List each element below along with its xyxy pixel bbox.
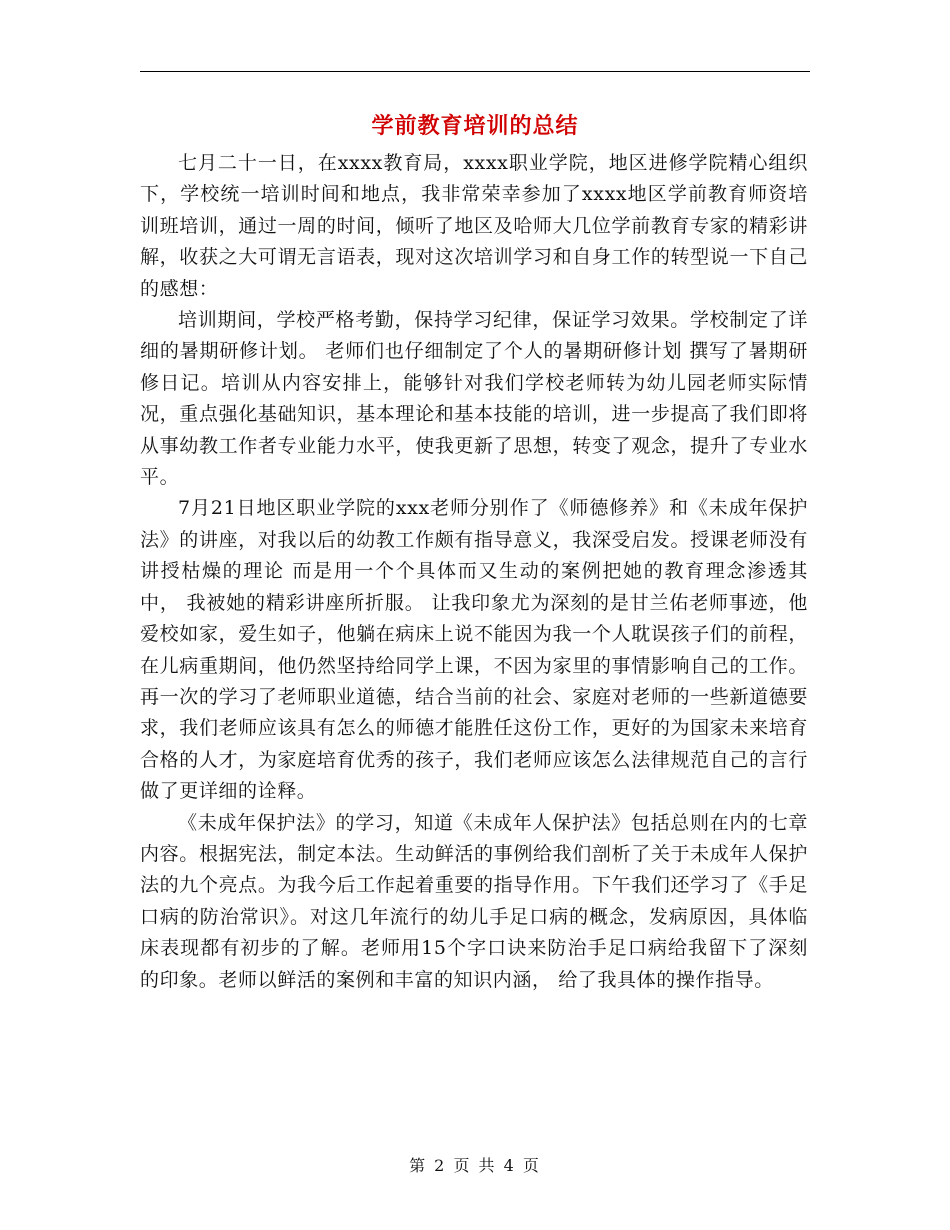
paragraph-4: 《未成年保护法》的学习，知道《未成年人保护法》包括总则在内的七章内容。根据宪法，制定本法。生动鲜活的事例给我们剖析了关于未成年人保护法的九个亮点。为我今后工作起着重要的指导作用。下午我们还学习了《手足口病的防治常识》。对这几年流行的幼儿手足口病的概念，发病原因，具体临床表现都有初步的了解。老师用15个字口诀来防治手足口病给我留下了深刻的印象。老师以鲜活的案例和丰富的知识内涵， 给了我具体的操作指导。	[140, 811, 808, 991]
document-title: 学前教育培训的总结	[371, 113, 579, 139]
paragraph-1: 七月二十一日，在xxxx教育局，xxxx职业学院，地区进修学院精心组织下，学校统一培训时间和地点，我非常荣幸参加了xxxx地区学前教育师资培训班培训，通过一周的时间，倾听了地区及哈师大几位学前教育专家的精彩讲解，收获之大可谓无言语表，现对这次培训学习和自身工作的转型说一下自己的感想：	[140, 152, 808, 300]
document-body	[140, 148, 808, 996]
paragraph-2: 培训期间，学校严格考勤，保持学习纪律，保证学习效果。学校制定了详细的暑期研修计划。 老师们也仔细制定了个人的暑期研修计划 撰写了暑期研修日记。培训从内容安排上，能够针对我们学校老师转为幼儿园老师实际情况，重点强化基础知识，基本理论和基本技能的培训，进一步提高了我们即将从事幼教工作者专业能力水平，使我更新了思想，转变了观念，提升了专业水平。	[140, 309, 808, 489]
page-footer: 第 2 页 共 4 页	[409, 1156, 541, 1175]
header-rule	[140, 71, 810, 72]
paragraph-3: 7月21日地区职业学院的xxx老师分别作了《师德修养》和《未成年保护法》的讲座，对我以后的幼教工作颇有指导意义，我深受启发。授课老师没有讲授枯燥的理论 而是用一个个具体而又生动的案例把她的教育理念渗透其中， 我被她的精彩讲座所折服。 让我印象尤为深刻的是甘兰佑老师事迹，他爱校如家，爱生如子，他躺在病床上说不能因为我一个人耽误孩子们的前程，在儿病重期间，他仍然坚持给同学上课，不因为家里的事情影响自己的工作。再一次的学习了老师职业道德，结合当前的社会、家庭对老师的一些新道德要求，我们老师应该具有怎么的师德才能胜任这份工作，更好的为国家未来培育合格的人才，为家庭培育优秀的孩子，我们老师应该怎么法律规范自己的言行做了更详细的诠释。	[140, 497, 808, 803]
